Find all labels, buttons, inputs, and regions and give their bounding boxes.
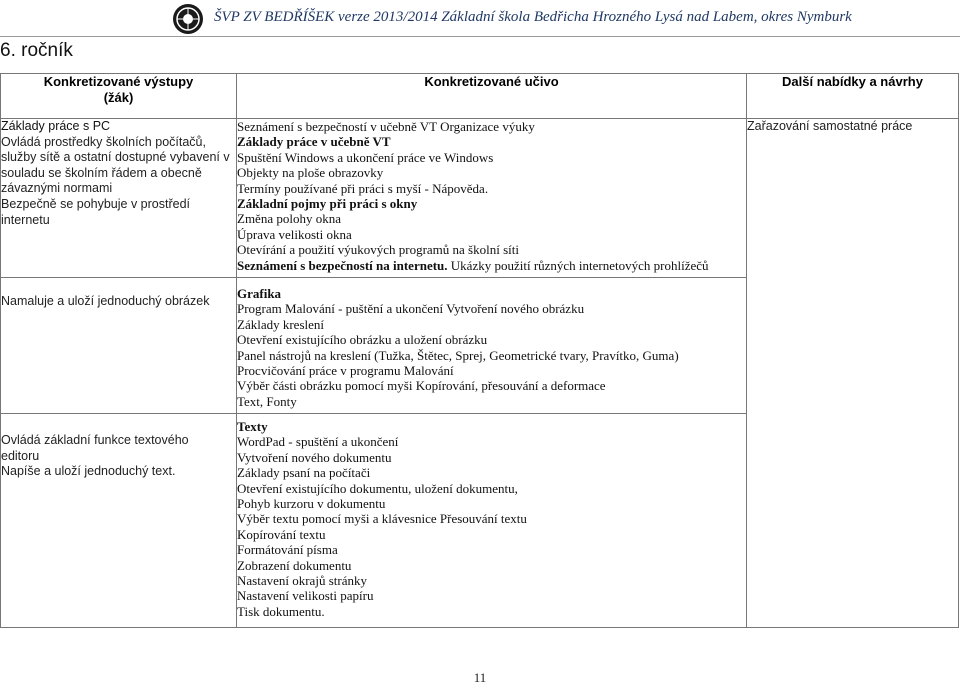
outputs-cell — [1, 414, 237, 628]
grade-title: 6. ročník — [0, 40, 73, 61]
outputs-cell — [1, 278, 237, 414]
table-cell-text: souladu se školním řádem a obecně — [1, 165, 202, 180]
table-cell-text: Objekty na ploše obrazovky — [237, 165, 384, 181]
table-cell-text: Vytvoření nového dokumentu — [237, 449, 392, 465]
outputs-cell — [1, 119, 237, 278]
table-cell-text: služby sítě a ostatní dostupné vybavení v — [1, 150, 230, 165]
table-cell-text: Formátování písma — [237, 542, 338, 558]
column-header-outputs: Konkretizované výstupy (žák) — [1, 74, 237, 119]
page-header — [0, 0, 960, 36]
table-cell-text: Napíše a uloží jednoduchý text. — [1, 464, 176, 479]
table-cell-text: Výběr textu pomocí myši a klávesnice Přesouvání textu — [237, 511, 527, 527]
table-cell-text: Základní pojmy při práci s okny — [237, 196, 418, 212]
table-cell-text: Bezpečně se pohybuje v prostředí — [1, 196, 191, 211]
school-logo-icon — [172, 3, 204, 35]
table-row — [1, 119, 959, 278]
table-cell-text: Kopírování textu — [237, 526, 326, 542]
table-cell-text: Procvičování práce v programu Malování — [237, 363, 454, 379]
content-cell — [237, 414, 747, 628]
content-cell — [237, 119, 747, 278]
curriculum-table — [0, 73, 959, 628]
suggestions-cell: Zařazování samostatné práce — [747, 119, 959, 628]
table-cell-text: Namaluje a uloží jednoduchý obrázek — [1, 294, 210, 308]
table-cell-text: internetu — [1, 212, 50, 227]
table-cell-text: Základy psaní na počítači — [237, 465, 371, 481]
table-cell-text: Termíny používané při práci s myší - Nápověda. — [237, 180, 489, 196]
page-number: 11 — [473, 670, 487, 685]
table-cell-text: Otevírání a použití výukových programů na školní síti — [237, 242, 519, 258]
table-cell-text: Úprava velikosti okna — [237, 226, 352, 242]
table-cell-text: Spuštění Windows a ukončení práce ve Windows — [237, 149, 494, 165]
table-cell-text: Ukázky použití různých internetových prohlížečů — [447, 257, 709, 273]
table-cell-text: Pohyb kurzoru v dokumentu — [237, 496, 386, 512]
table-cell-text: Otevření existujícího obrázku a uložení obrázku — [237, 332, 488, 348]
table-cell-text: Tisk dokumentu. — [237, 603, 325, 619]
table-cell-text: Změna polohy okna — [237, 211, 341, 227]
table-cell-text: Nastavení velikosti papíru — [237, 588, 374, 604]
table-cell-text: Výběr části obrázku pomocí myši Kopírování, přesouvání a deformace — [237, 378, 606, 394]
table-cell-text: Základy práce s PC — [1, 119, 111, 133]
table-header-row — [1, 74, 959, 119]
table-cell-text: WordPad - spuštění a ukončení — [237, 434, 399, 450]
table-cell-text: editoru — [1, 448, 40, 463]
table-cell-text: Ovládá prostředky školních počítačů, — [1, 134, 206, 149]
header-text: ŠVP ZV BEDŘÍŠEK verze 2013/2014 Základní škola Bedřicha Hrozného Lysá nad Labem, okres Nymburk — [214, 9, 852, 25]
table-cell-text: Nastavení okrajů stránky — [237, 573, 367, 589]
table-cell-text: Panel nástrojů na kreslení (Tužka, Štětec, Sprej, Geometrické tvary, Pravítko, Guma) — [237, 347, 679, 363]
table-cell-text: Otevření existujícího dokumentu, uložení dokumentu, — [237, 480, 518, 496]
table-cell-text: závaznými normami — [1, 181, 113, 196]
table-cell-text: Grafika — [237, 286, 282, 301]
content-cell — [237, 278, 747, 414]
column-header-suggestions: Další nabídky a návrhy — [747, 74, 959, 119]
table-cell-text: Texty — [237, 419, 268, 434]
table-cell-text: Seznámení s bezpečností v učebně VT Organizace výuky — [237, 119, 535, 134]
table-cell-text: Program Malování - puštění a ukončení Vytvoření nového obrázku — [237, 301, 585, 317]
header-divider — [0, 36, 960, 37]
table-cell-text: Seznámení s bezpečností na internetu. — [237, 257, 448, 273]
table-cell-text: Ovládá základní funkce textového — [1, 433, 189, 447]
table-cell-text: Základy kreslení — [237, 316, 324, 332]
table-cell-text: Zobrazení dokumentu — [237, 557, 352, 573]
table-cell-text: Text, Fonty — [237, 393, 297, 409]
table-cell-text: Základy práce v učebně VT — [237, 134, 391, 150]
column-header-content: Konkretizované učivo — [237, 74, 747, 119]
